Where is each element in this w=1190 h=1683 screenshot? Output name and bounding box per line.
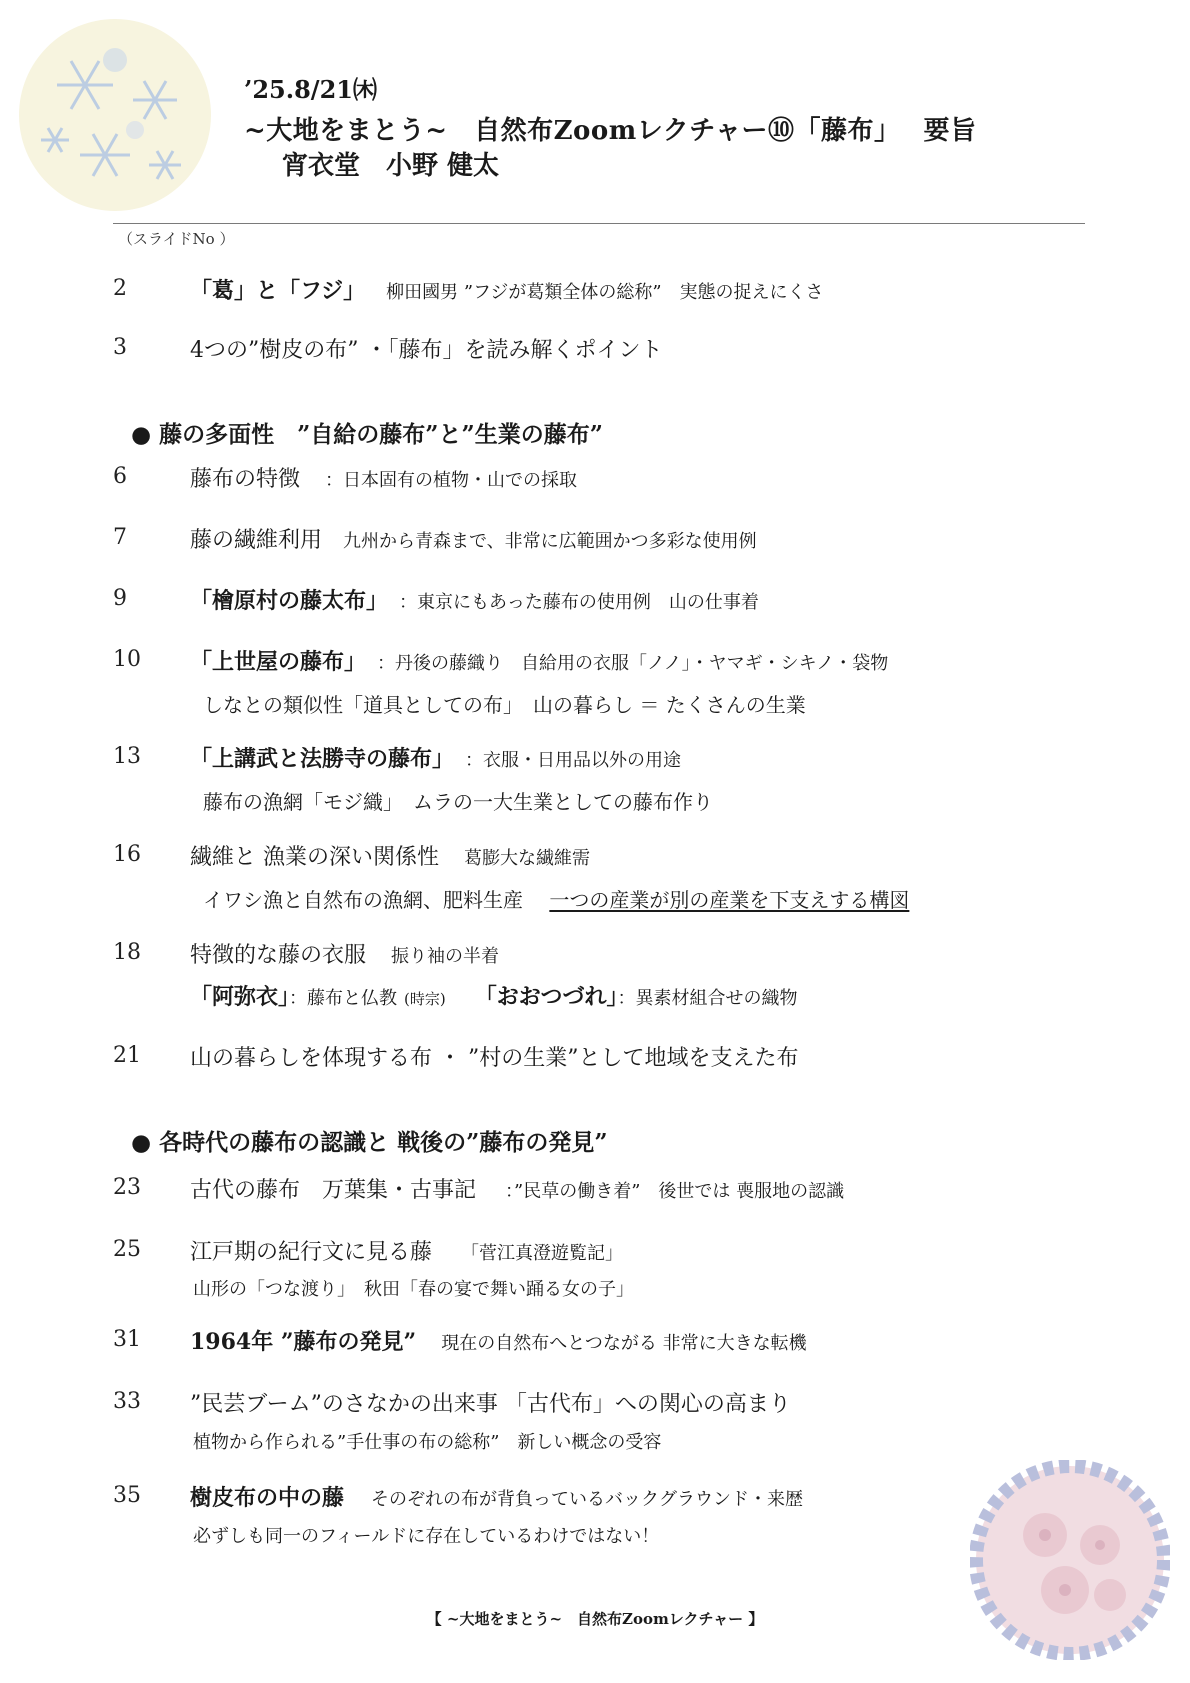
ootsuzure-note: ：異素材組合せの織物 bbox=[617, 988, 798, 1009]
slide-number: 23 bbox=[113, 1175, 141, 1200]
slide-6-title: 藤布の特徴 bbox=[190, 467, 301, 492]
slide-13-line bbox=[190, 742, 681, 773]
slide-9-title: 「檜原村の藤太布」 bbox=[190, 588, 389, 614]
slide-25-note: 「菅江真澄遊覧記」 bbox=[461, 1243, 624, 1264]
slide-16-sub-text: イワシ漁と自然布の漁網、肥料生産 bbox=[203, 888, 523, 912]
slide-35-subline: 必ずしも同一のフィールドに存在しているわけではない！ bbox=[193, 1526, 660, 1547]
author-name: 宵衣堂 小野 健太 bbox=[282, 151, 500, 181]
slide-16-title: 繊維と 漁業の深い関係性 bbox=[190, 845, 439, 870]
slide-number: 31 bbox=[113, 1327, 141, 1352]
slide-7-line bbox=[190, 523, 757, 554]
slide-7-title: 藤の繊維利用 bbox=[190, 528, 323, 553]
page-footer: 【 ~大地をまとう~ 自然布Zoomレクチャー 】 bbox=[426, 1610, 764, 1628]
slide-10-subline: しなとの類似性「道具としての布」 山の暮らし ＝ たくさんの生業 bbox=[203, 693, 806, 717]
amigoromo-term: 「阿弥衣」 bbox=[190, 984, 290, 1010]
slide-number: 16 bbox=[113, 842, 141, 867]
slide-3-title: 4つの”樹皮の布” ・「藤布」を読み解くポイント bbox=[190, 338, 663, 363]
slide-2-title: 「葛」と「フジ」 bbox=[190, 278, 366, 304]
slide-31-note: 現在の自然布へとつながる 非常に大きな転機 bbox=[441, 1333, 807, 1354]
slide-35-title: 樹皮布の中の藤 bbox=[190, 1485, 345, 1511]
slide-25-line bbox=[190, 1235, 623, 1266]
slide-number: 10 bbox=[113, 647, 141, 672]
slide-23-title: 古代の藤布 万葉集・古事記 bbox=[190, 1178, 477, 1203]
section-heading-2: ● 各時代の藤布の認識と 戦後の”藤布の発見” bbox=[131, 1129, 608, 1156]
slide-16-line bbox=[190, 840, 590, 871]
slide-16-note: 葛膨大な繊維需 bbox=[464, 848, 590, 869]
slide-35-line bbox=[190, 1481, 803, 1512]
amigoromo-sect: (時宗) bbox=[404, 990, 446, 1008]
flower-decoration bbox=[970, 1460, 1170, 1660]
header-divider bbox=[113, 223, 1085, 224]
slide-number: 33 bbox=[113, 1389, 141, 1414]
lecture-date: ’25.8/21㈭ bbox=[244, 75, 377, 104]
slide-10-line bbox=[190, 645, 888, 676]
slide-number: 25 bbox=[113, 1237, 141, 1262]
slide-13-title: 「上講武と法勝寺の藤布」 bbox=[190, 746, 455, 772]
slide-9-line bbox=[190, 584, 759, 615]
slide-number-label: （スライドNo ） bbox=[118, 230, 235, 248]
slide-6-line bbox=[190, 462, 577, 493]
slide-31-line bbox=[190, 1325, 807, 1356]
slide-16-underlined-text: 一つの産業が別の産業を下支えする構図 bbox=[549, 888, 910, 912]
slide-2-note: 柳田國男 ”フジが葛類全体の総称” 実態の捉えにくさ bbox=[386, 282, 824, 303]
slide-9-note: ：東京にもあった藤布の使用例 山の仕事着 bbox=[399, 592, 759, 613]
amigoromo-note: ：藤布と仏教 bbox=[289, 988, 398, 1009]
slide-18-subline bbox=[190, 980, 798, 1011]
slide-18-line bbox=[190, 938, 499, 969]
slide-number: 18 bbox=[113, 940, 141, 965]
lecture-title: ~大地をまとう~ 自然布Zoomレクチャー⑩「藤布」 要旨 bbox=[244, 116, 977, 146]
slide-25-subline: 山形の「つな渡り」 秋田「春の宴で舞い踊る女の子」 bbox=[193, 1279, 634, 1300]
slide-6-note: ：日本固有の植物・山での採取 bbox=[325, 470, 578, 491]
slide-23-note: ：”民草の働き着” 後世では 喪服地の認識 bbox=[505, 1181, 845, 1202]
slide-33-subline: 植物から作られる”手仕事の布の総称” 新しい概念の受容 bbox=[193, 1432, 662, 1453]
slide-2-line bbox=[190, 274, 824, 305]
slide-number: 6 bbox=[113, 464, 127, 489]
slide-number: 2 bbox=[113, 276, 127, 301]
slide-number: 21 bbox=[113, 1043, 141, 1068]
snowflake-decoration bbox=[15, 15, 215, 215]
slide-number: 35 bbox=[113, 1483, 141, 1508]
section-heading-1: ● 藤の多面性 ”自給の藤布”と”生業の藤布” bbox=[131, 421, 603, 448]
slide-number: 3 bbox=[113, 335, 127, 360]
slide-13-note: ：衣服・日用品以外の用途 bbox=[465, 750, 682, 771]
slide-10-note: ：丹後の藤織り 自給用の衣服「ノノ」・ヤマギ・シキノ・袋物 bbox=[377, 653, 889, 674]
slide-number: 9 bbox=[113, 586, 127, 611]
slide-16-subline bbox=[203, 884, 909, 913]
slide-21-title: 山の暮らしを体現する布 ・ ”村の生業”として地域を支えた布 bbox=[190, 1046, 799, 1071]
slide-18-note: 振り袖の半着 bbox=[391, 946, 500, 967]
slide-number: 7 bbox=[113, 525, 127, 550]
slide-35-note: そのぞれの布が背負っているバックグラウンド・来歴 bbox=[371, 1489, 804, 1510]
slide-7-note: 九州から青森まで、非常に広範囲かつ多彩な使用例 bbox=[343, 531, 757, 552]
slide-18-title: 特徴的な藤の衣服 bbox=[190, 943, 367, 968]
slide-23-line bbox=[190, 1173, 844, 1204]
ootsuzure-term: 「おおつづれ」 bbox=[474, 984, 618, 1010]
slide-13-subline: 藤布の漁網「モジ織」 ムラの一大生業としての藤布作り bbox=[203, 790, 713, 814]
slide-10-title: 「上世屋の藤布」 bbox=[190, 649, 367, 675]
slide-33-title: ”民芸ブーム”のさなかの出来事 「古代布」への関心の高まり bbox=[190, 1392, 791, 1417]
slide-31-title: 1964年 ”藤布の発見” bbox=[190, 1329, 417, 1355]
slide-25-title: 江戸期の紀行文に見る藤 bbox=[190, 1240, 433, 1265]
slide-number: 13 bbox=[113, 744, 141, 769]
